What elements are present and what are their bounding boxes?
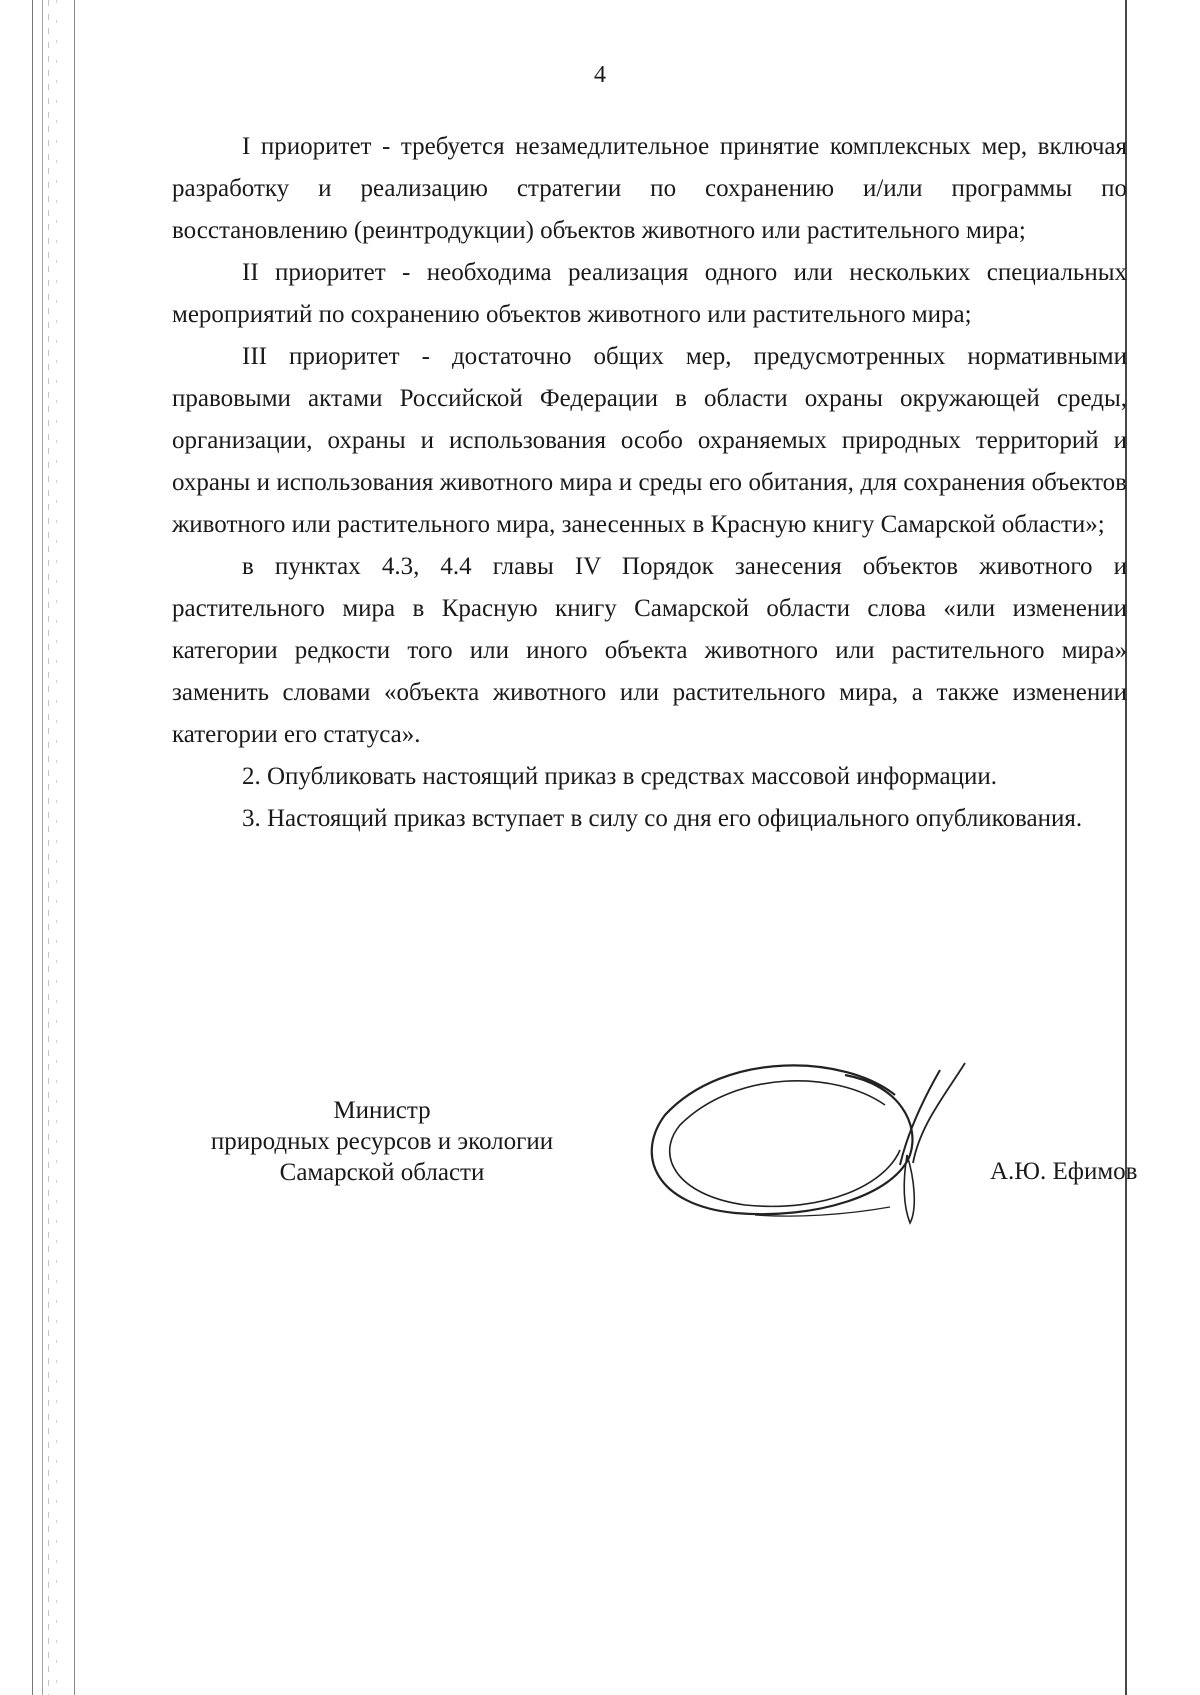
position-line: Министр [333,1097,431,1124]
scan-artifact-line [74,0,75,1695]
signer-name: А.Ю. Ефимов [990,1158,1138,1185]
scan-artifact-line [56,0,57,1695]
paragraph-effective: 3. Настоящий приказ вступает в силу со дня его официального опубликования. [242,805,1083,832]
paragraph-priority-2: II приоритет - необходима реализация одного или нескольких специальных мероприятий по сохранению объектов животного или растительного мира; [172,259,1127,328]
scan-artifact-line [48,0,49,1695]
position-line: природных ресурсов и экологии [210,1128,554,1155]
paragraph-publish: 2. Опубликовать настоящий приказ в средствах массовой информации. [242,763,998,790]
paragraph-amendment: в пунктах 4.3, 4.4 главы IV Порядок занесения объектов животного и растительного мира в Красную книгу Самарской области слова «или изменении категории редкости того или иного объекта животного или растительного мира» заменить словами «объекта животного или растительного мира, а также изменении категории его статуса». [172,553,1127,748]
signatory-position [172,1095,592,1188]
scan-artifact-line [32,0,33,1695]
document-body [172,126,1127,840]
paragraph-priority-3: III приоритет - достаточно общих мер, предусмотренных нормативными правовыми актами Российской Федерации в области охраны окружающей среды, организации, охраны и использования особо охраняемых природных территорий и охраны и использования животного мира и среды его обитания, для сохранения объектов животного или растительного мира, занесенных в Красную книгу Самарской области»; [172,343,1127,538]
position-line: Самарской области [279,1159,485,1186]
paragraph-priority-1: I приоритет - требуется незамедлительное принятие комплексных мер, включая разработку и реализацию стратегии по сохранению и/или программы по восстановлению (реинтродукции) объектов животного или растительного мира; [172,133,1127,244]
page-number: 4 [594,62,606,88]
handwritten-signature [645,1055,975,1230]
scan-artifact-line [42,0,43,1695]
